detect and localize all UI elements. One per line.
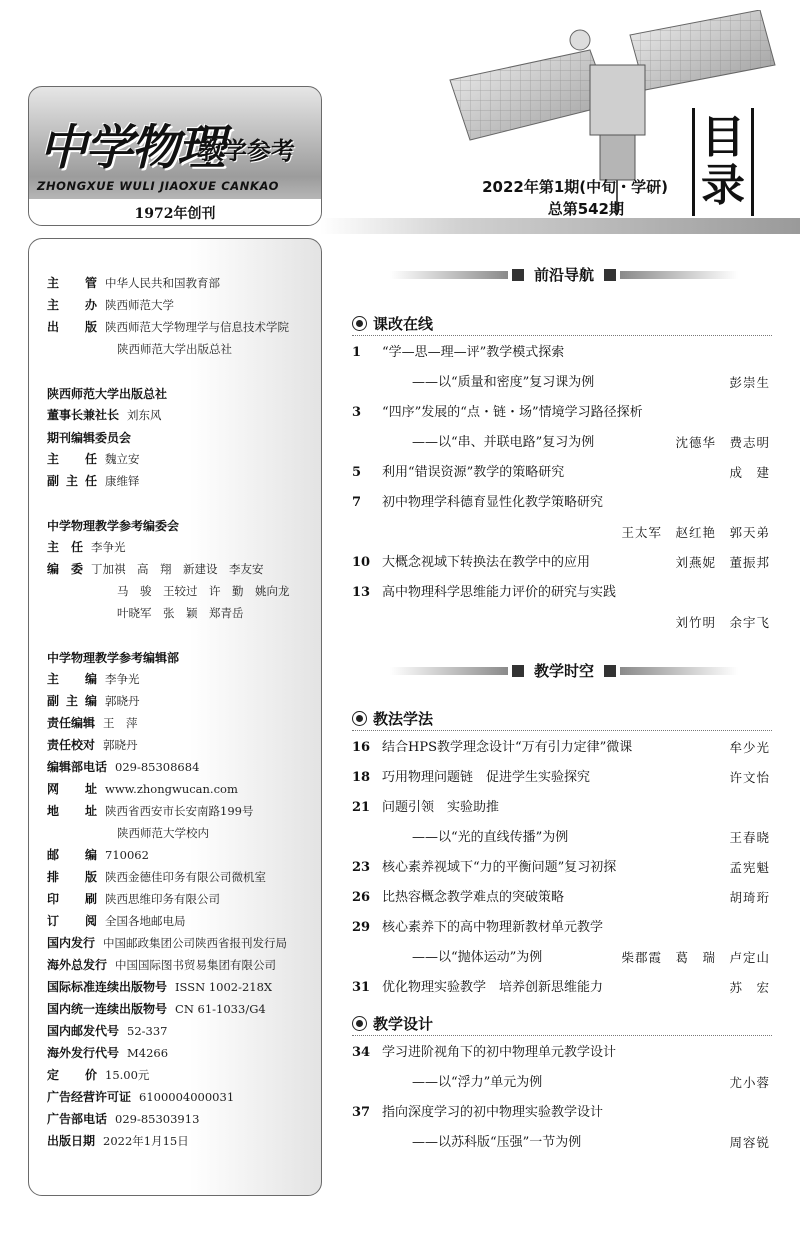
masthead-row: 副主任 康维铎: [47, 474, 140, 488]
bullet-circle-icon: [352, 711, 367, 726]
contents-char-1: 目: [701, 112, 745, 163]
toc-entry-sub: ——以“质量和密度”复习课为例 彭崇生: [412, 375, 770, 390]
masthead-row: 网 址 www.zhongwucan.com: [47, 782, 238, 796]
masthead-row: 国际标准连续出版物号 ISSN 1002-218X: [47, 980, 273, 994]
header-rule: [320, 218, 800, 234]
toc-entry-sub: ——以“串、并联电路”复习为例 沈德华 费志明: [412, 435, 770, 450]
masthead-heading: 陕西师范大学出版总社: [47, 387, 168, 401]
section-methods: [352, 708, 433, 729]
toc-entry-authors: 王太军 赵红艳 郭天弟: [621, 525, 770, 540]
toc-entry[interactable]: 31 优化物理实验教学 培养创新思维能力 苏 宏: [352, 980, 770, 995]
section-label: 教学设计: [373, 1015, 434, 1033]
bullet-circle-icon: [352, 316, 367, 331]
masthead-row: 出版日期 2022年1月15日: [47, 1134, 189, 1148]
section-label: 课改在线: [373, 315, 434, 333]
masthead-heading: 中学物理教学参考编辑部: [47, 651, 180, 665]
masthead-continuation: 叶晓军 张 颖 郑青岳: [117, 606, 244, 620]
toc-entry[interactable]: 10 大概念视域下转换法在教学中的应用 刘燕妮 董振邦: [352, 555, 770, 570]
masthead-row: 国内发行 中国邮政集团公司陕西省报刊发行局: [47, 936, 288, 950]
masthead-row: 邮 编 710062: [47, 848, 149, 862]
masthead-row: 订 阅 全国各地邮电局: [47, 914, 186, 928]
toc-entry[interactable]: 18 巧用物理问题链 促进学生实验探究 许文怡: [352, 770, 770, 785]
masthead-heading: 期刊编辑委员会: [47, 431, 132, 445]
masthead-row: 定 价 15.00元: [47, 1068, 150, 1082]
masthead-row: 责任校对 郭晓丹: [47, 738, 138, 752]
masthead-row: 广告部电话 029-85303913: [47, 1112, 200, 1126]
toc-entry[interactable]: 16 结合HPS教学理念设计“万有引力定律”微课 牟少光: [352, 740, 770, 755]
column-banner-frontier: [390, 262, 738, 288]
contents-title: [692, 108, 754, 216]
toc-entry-authors: 刘竹明 余宇飞: [675, 615, 770, 630]
journal-logo: [28, 86, 322, 226]
masthead-row: 海外发行代号 M4266: [47, 1046, 169, 1060]
section-divider: [352, 335, 772, 336]
toc-entry[interactable]: 23 核心素养视域下“力的平衡问题”复习初探 孟宪魁: [352, 860, 770, 875]
section-divider: [352, 730, 772, 731]
logo-title: 中学物理: [39, 120, 224, 176]
masthead-row: 印 刷 陕西思维印务有限公司: [47, 892, 220, 906]
toc-entry-sub: ——以“抛体运动”为例 柴郡霞 葛 瑞 卢定山: [412, 950, 770, 965]
toc-entry[interactable]: 21 问题引领 实验助推: [352, 800, 500, 815]
masthead-row: 主 办 陕西师范大学: [47, 298, 174, 312]
masthead-row: 责任编辑 王 萍: [47, 716, 138, 730]
column-banner-label: 前沿导航: [533, 266, 594, 284]
toc-entry[interactable]: 3 “四序”发展的“点・链・场”情境学习路径探析: [352, 405, 643, 420]
masthead-row: 主 任 魏立安: [47, 452, 140, 466]
masthead-row: 广告经营许可证 6100004000031: [47, 1090, 235, 1104]
toc-entry[interactable]: 29 核心素养下的高中物理新教材单元教学: [352, 920, 604, 935]
masthead-row: 出 版 陕西师范大学物理学与信息技术学院: [47, 320, 289, 334]
masthead-row: 海外总发行 中国国际图书贸易集团有限公司: [47, 958, 277, 972]
masthead-row: 主 任 李争光: [47, 540, 126, 554]
column-banner-label: 教学时空: [533, 662, 594, 680]
masthead-row: 国内邮发代号 52-337: [47, 1024, 168, 1038]
toc-entry[interactable]: 5 利用“错误资源”教学的策略研究 成 建: [352, 465, 770, 480]
toc-entry[interactable]: 7 初中物理学科德育显性化教学策略研究: [352, 495, 604, 510]
masthead-continuation: 马 骏 王较过 许 勤 姚向龙: [117, 584, 290, 598]
toc-entry-sub: ——以“光的直线传播”为例 王春晓: [412, 830, 770, 845]
toc-entry[interactable]: 13 高中物理科学思维能力评价的研究与实践: [352, 585, 617, 600]
founded-year: 1972年创刊: [134, 206, 216, 222]
masthead-heading: 中学物理教学参考编委会: [47, 519, 180, 533]
masthead-row: 主 编 李争光: [47, 672, 140, 686]
logo-pinyin: ZHONGXUE WULI JIAOXUE CANKAO: [37, 179, 280, 193]
masthead-continuation: 陕西师范大学校内: [117, 826, 209, 840]
bullet-circle-icon: [352, 1016, 367, 1031]
masthead-row: 主 管 中华人民共和国教育部: [47, 276, 220, 290]
section-design: [352, 1013, 433, 1034]
toc-entry[interactable]: 26 比热容概念教学难点的突破策略 胡琦珩: [352, 890, 770, 905]
toc-entry[interactable]: 34 学习进阶视角下的初中物理单元教学设计: [352, 1045, 617, 1060]
toc-entry[interactable]: 1 “学—思—理—评”教学模式探索: [352, 345, 565, 360]
masthead-row: 国内统一连续出版物号 CN 61-1033/G4: [47, 1002, 266, 1016]
masthead-row: 副主编 郭晓丹: [47, 694, 140, 708]
column-banner-teaching: [390, 658, 738, 684]
masthead-row: 地 址 陕西省西安市长安南路199号: [47, 804, 254, 818]
issue-number: 2022年第1期(中旬・学研): [482, 178, 668, 196]
total-issue: 总第542期: [547, 200, 624, 218]
logo-subtitle: 教学参考: [199, 137, 295, 165]
masthead-panel: [28, 238, 322, 1196]
masthead-row: 编 委 丁加祺 高 翔 新建设 李友安: [47, 562, 264, 576]
toc-entry-sub: ——以苏科版“压强”一节为例 周容锐: [412, 1135, 770, 1150]
masthead-row: 排 版 陕西金德佳印务有限公司微机室: [47, 870, 266, 884]
masthead-row: 编辑部电话 029-85308684: [47, 760, 200, 774]
masthead-continuation: 陕西师范大学出版总社: [117, 342, 232, 356]
contents-char-2: 录: [701, 160, 745, 211]
section-label: 教法学法: [373, 710, 434, 728]
masthead-row: 董事长兼社长 刘东风: [47, 408, 162, 422]
toc-entry[interactable]: 37 指向深度学习的初中物理实验教学设计: [352, 1105, 604, 1120]
section-curriculum-reform: [352, 313, 433, 334]
toc-entry-sub: ——以“浮力”单元为例 尤小蓉: [412, 1075, 770, 1090]
section-divider: [352, 1035, 772, 1036]
